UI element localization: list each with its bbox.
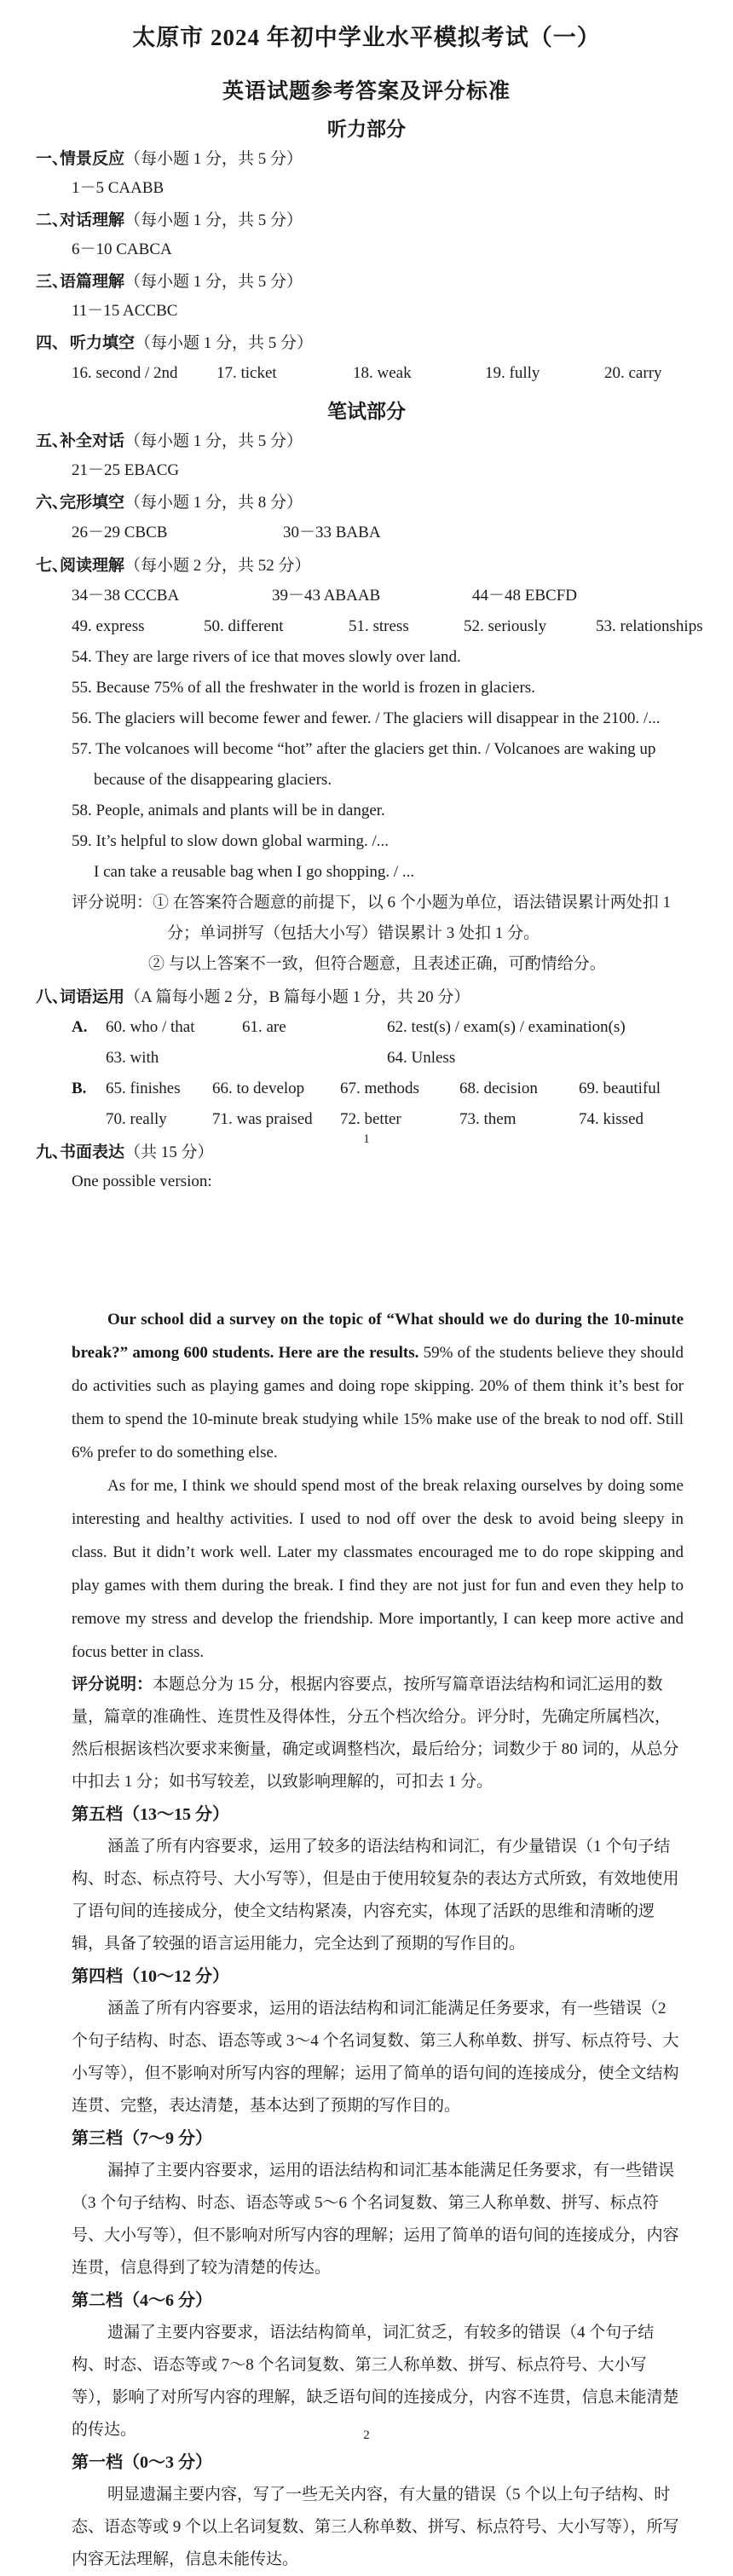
rubric-level-3: 第三档（7～9 分） 漏掉了主要内容要求，运用的语法结构和词汇基本能满足任务要求，有一些错误（3 个句子结构、时态、语态等或 5～6 个名词复数、第三人称单数、拼写、标点符号、大小写等），但不影响对所写内容的理解；运用了简单的语句间的连接成分，内容连贯，信息得到了较为清楚的传达。 <box>72 2129 679 2277</box>
section-2: 二、对话理解（每小题 1 分，共 5 分） 6－10 CABCA <box>0 206 733 264</box>
answer-59: 59. It’s helpful to slow down global warming. /... <box>72 832 390 850</box>
answer-58: 58. People, animals and plants will be in danger. <box>72 802 385 819</box>
section-8: 八、词语运用（A 篇每小题 2 分，B 篇每小题 1 分，共 20 分） A. 60. who / that 61. are 62. test(s) / exam(s) / examination(s) 63. with 64. Unless B. 65. finishes 66. to develop 67. methods 68. decision 69. beautiful 70. really 71. was praised 72. better 73. them 74. kissed <box>36 988 661 1128</box>
written-part-heading: 笔试部分 <box>327 401 406 422</box>
section-3: 三、语篇理解（每小题 1 分，共 5 分） 11－15 ACCBC <box>0 268 733 326</box>
answer-55: 55. Because 75% of all the freshwater in the world is frozen in glaciers. <box>72 679 535 697</box>
rubric-intro: 评分说明：本题总分为 15 分，根据内容要点，按所写篇章语法结构和词汇运用的数量，篇章的准确性、连贯性及得体性，分五个档次给分。评分时，先确定所属档次，然后根据该档次要求来衡量，确定或调整档次，最后给分；词数少于 80 词的，从总分中扣去 1 分；如书写较差，以致影响理解的，可扣去 1 分。 <box>72 1676 679 1791</box>
answer-57: 57. The volcanoes will become “hot” after the glaciers get thin. / Volcanoes are waking up <box>72 740 656 758</box>
section-1: 一、情景反应（每小题 1 分，共 5 分） 1－5 CAABB <box>0 145 733 203</box>
section-1-answer: 1－5 CAABB <box>72 179 164 197</box>
section-7: 七、阅读理解（每小题 2 分，共 52 分） 34－38 CCCBA 39－43 ABAAB 44－48 EBCFD 49. express 50. different 51. stress 52. seriously 53. relationships 54. They are large rivers of ice that moves slowly over land. 55. Because 75% of all the freshwater in the world is frozen in glaciers. 56. The glaciers will become fewer and fewer. / The glaciers will disappear in the 2100. /... 57. The volcanoes will become “hot” after the glaciers get thin. / Volcanoes are waking up because of the disappearing glaciers. 58. People, animals and plants will be in danger. 59. It’s helpful to slow down global warming. /... I can take a reusable bag when I go shopping. / ... 评分说明：① 在答案符合题意的前提下，以 6 个小题为单位，语法错误累计两处扣 1 分；单词拼写（包括大小写）错误累计 3 处扣 1 分。 ② 与以上答案不一致，但符合题意，且表述正确，可酌情给分。 <box>0 552 733 980</box>
rubric-level-2: 第二档（4～6 分） 遗漏了主要内容要求，语法结构简单，词汇贫乏，有较多的错误（4 个句子结构、时态、语态等或 7～8 个名词复数、第三人称单数、拼写、标点符号、大小写等），影响了对所写内容的理解，缺乏语句间的连接成分，内容不连贯，信息未能清楚的传达。 <box>72 2291 679 2439</box>
section-6: 六、完形填空（每小题 1 分，共 8 分） 26－29 CBCB 30－33 BABA <box>36 494 381 541</box>
answer-54: 54. They are large rivers of ice that moves slowly over land. <box>72 648 461 666</box>
section-4-answers: 16. second / 2nd 17. ticket 18. weak 19. fully 20. carry <box>72 364 662 382</box>
answer-key-subtitle: 英语试题参考答案及评分标准 <box>222 80 511 103</box>
section-3-answer: 11－15 ACCBC <box>72 302 178 320</box>
section-4: 四、 听力填空（每小题 1 分，共 5 分） 16. second / 2nd 17. ticket 18. weak 19. fully 20. carry <box>0 329 733 389</box>
rubric-level-4: 第四档（10～12 分） 涵盖了所有内容要求，运用的语法结构和词汇能满足任务要求，有一些错误（2 个句子结构、时态、语态等或 3～4 个名词复数、第三人称单数、拼写、标点符号、大小写等），但不影响对所写内容的理解；运用了简单的语句间的连接成分，使全文结构连贯、完整，表达清楚，基本达到了预期的写作目的。 <box>72 1967 679 2115</box>
page-number: 2 <box>363 2428 370 2442</box>
section-5: 五、补全对话（每小题 1 分，共 5 分） 21－25 EBACG <box>36 432 303 479</box>
essay-paragraph-1: Our school did a survey on the topic of “What should we do during the 10-minute break?” among 600 students. Here are the results. 59% of the students believe they should do activities such as playing games and doing rope skipping. 20% of them think it’s best for them to spend the 10-minute break studying while 15% make use of the break to nod off. Still 6% prefer to do something else. <box>72 1311 684 1462</box>
listening-part-heading: 听力部分 <box>327 119 406 140</box>
scoring-note: 评分说明：① 在答案符合题意的前提下，以 6 个小题为单位，语法错误累计两处扣 1 <box>72 894 672 912</box>
essay-paragraph-2: As for me, I think we should spend most of the break relaxing ourselves by doing some interesting and healthy activities. I used to nod off over the desk to avoid being sleepy in class. But it didn’t work well. Later my classmates encouraged me to do rope skipping and play games with them during the break. I find they are not just for fun and even they help to remove my stress and develop the friendship. More importantly, I can keep more active and focus better in class. <box>72 1477 684 1661</box>
section-9: 九、书面表达（共 15 分） One possible version: <box>36 1143 214 1190</box>
rubric-level-5: 第五档（13～15 分） 涵盖了所有内容要求，运用了较多的语法结构和词汇，有少量错误（1 个句子结构、时态、标点符号、大小写等），但是由于使用较复杂的表达方式所致，有效地使用了语句间的连接成分，使全文结构紧凑，内容充实，体现了活跃的思维和清晰的逻辑，具备了较强的语言运用能力，完全达到了预期的写作目的。 <box>72 1805 679 1953</box>
rubric-level-1: 第一档（0～3 分） 明显遗漏主要内容，写了一些无关内容，有大量的错误（5 个以上句子结构、时态、语态等或 9 个以上名词复数、第三人称单数、拼写、标点符号、大小写等），所写内容无法理解，信息未能传达。 <box>72 2453 679 2568</box>
page-number: 1 <box>363 1132 370 1146</box>
answer-key-page-1 <box>0 0 733 1194</box>
exam-title: 太原市 2024 年初中学业水平模拟考试（一） <box>132 25 601 50</box>
answer-key-page-2 <box>0 1194 733 2568</box>
answer-56: 56. The glaciers will become fewer and fewer. / The glaciers will disappear in the 2100. /... <box>72 709 661 727</box>
section-2-answer: 6－10 CABCA <box>72 240 172 258</box>
